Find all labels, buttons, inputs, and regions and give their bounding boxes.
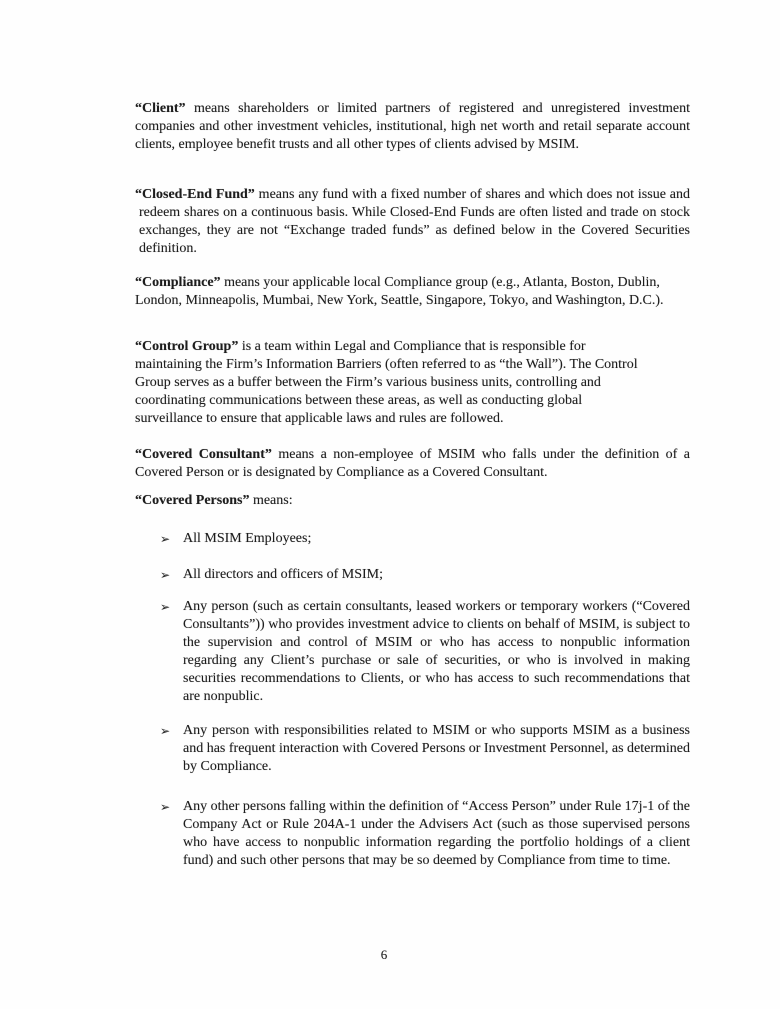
definition-compliance-body: means your applicable local Compliance group (e.g., Atlanta, Boston, Dublin, London, Minneapolis, Mumbai, New York, Seattle, Singapore, Tokyo, and Washington, D.C.). (135, 275, 664, 308)
definition-closed-end-fund-term: “Closed-End Fund” (135, 187, 255, 202)
list-item-msim-employees (135, 530, 690, 548)
definition-control-group (135, 338, 650, 428)
arrow-bullet-icon: ➢ (160, 532, 171, 546)
arrow-bullet-icon: ➢ (160, 568, 171, 582)
arrow-bullet-icon: ➢ (160, 800, 171, 814)
arrow-bullet-icon: ➢ (160, 724, 171, 738)
definition-closed-end-fund-body: means any fund with a fixed number of shares and which does not issue and redeem shares on a continuous basis. While Closed-End Funds are often listed and trade on stock exchanges, they are not “Exchange traded funds” as defined below in the Covered Securities definition. (139, 187, 690, 256)
list-item-text: All directors and officers of MSIM; (183, 567, 383, 582)
definition-control-group-term: “Control Group” (135, 339, 239, 354)
list-item-directors-officers (135, 566, 690, 584)
definition-covered-consultant-term: “Covered Consultant” (135, 447, 272, 462)
list-item-access-person (135, 798, 690, 870)
definition-covered-consultant-body: means a non-employee of MSIM who falls under the definition of a Covered Person or is designated by Compliance as a Covered Consultant. (135, 447, 691, 480)
definition-closed-end-fund (135, 186, 690, 258)
arrow-bullet-icon: ➢ (160, 600, 171, 614)
definition-control-group-body: is a team within Legal and Compliance that is responsible for maintaining the Firm’s Information Barriers (often referred to as “the Wall”). The Control Group serves as a buffer between the Firm’s various business units, controlling and coordinating communications between these areas, as well as conducting global surveillance to ensure that applicable laws and rules are followed. (135, 339, 638, 426)
definition-compliance (135, 274, 690, 310)
definition-covered-consultant (135, 446, 690, 482)
covered-persons-list (135, 530, 690, 870)
page-number: 6 (380, 947, 388, 962)
list-item-text: Any person with responsibilities related to MSIM or who supports MSIM as a business and has frequent interaction with Covered Persons or Investment Personnel, as determined by Compliance. (183, 723, 690, 774)
list-item-text: All MSIM Employees; (183, 531, 312, 546)
list-item-any-person-responsibilities (135, 722, 690, 776)
definition-client-body: means shareholders or limited partners of registered and unregistered investment companies and other investment vehicles, institutional, high net worth and retail separate account clients, employee benefit trusts and all other types of clients advised by MSIM. (135, 101, 690, 152)
definition-covered-persons (135, 492, 690, 510)
list-item-text: Any other persons falling within the definition of “Access Person” under Rule 17j-1 of the Company Act or Rule 204A-1 under the Advisers Act (such as those supervised persons who have access to nonpublic information regarding the portfolio holdings of a client fund) and such other persons that may be so deemed by Compliance from time to time. (183, 799, 690, 868)
definition-client-term: “Client” (135, 101, 186, 116)
definition-compliance-term: “Compliance” (135, 275, 221, 290)
list-item-any-person-consultants (135, 598, 690, 706)
definition-client (135, 100, 690, 154)
definition-covered-persons-body: means: (249, 493, 293, 508)
definition-covered-persons-term: “Covered Persons” (135, 493, 250, 508)
list-item-text: Any person (such as certain consultants, leased workers or temporary workers (“Covered Consultants”)) who provides investment advice to clients on behalf of MSIM, is subject to the supervision and control of MSIM or who has access to nonpublic information regarding any Client’s purchase or sale of securities, or who is involved in making securities recommendations to Clients, or who has access to such recommendations that are nonpublic. (183, 599, 690, 704)
definitions-section (135, 100, 690, 870)
